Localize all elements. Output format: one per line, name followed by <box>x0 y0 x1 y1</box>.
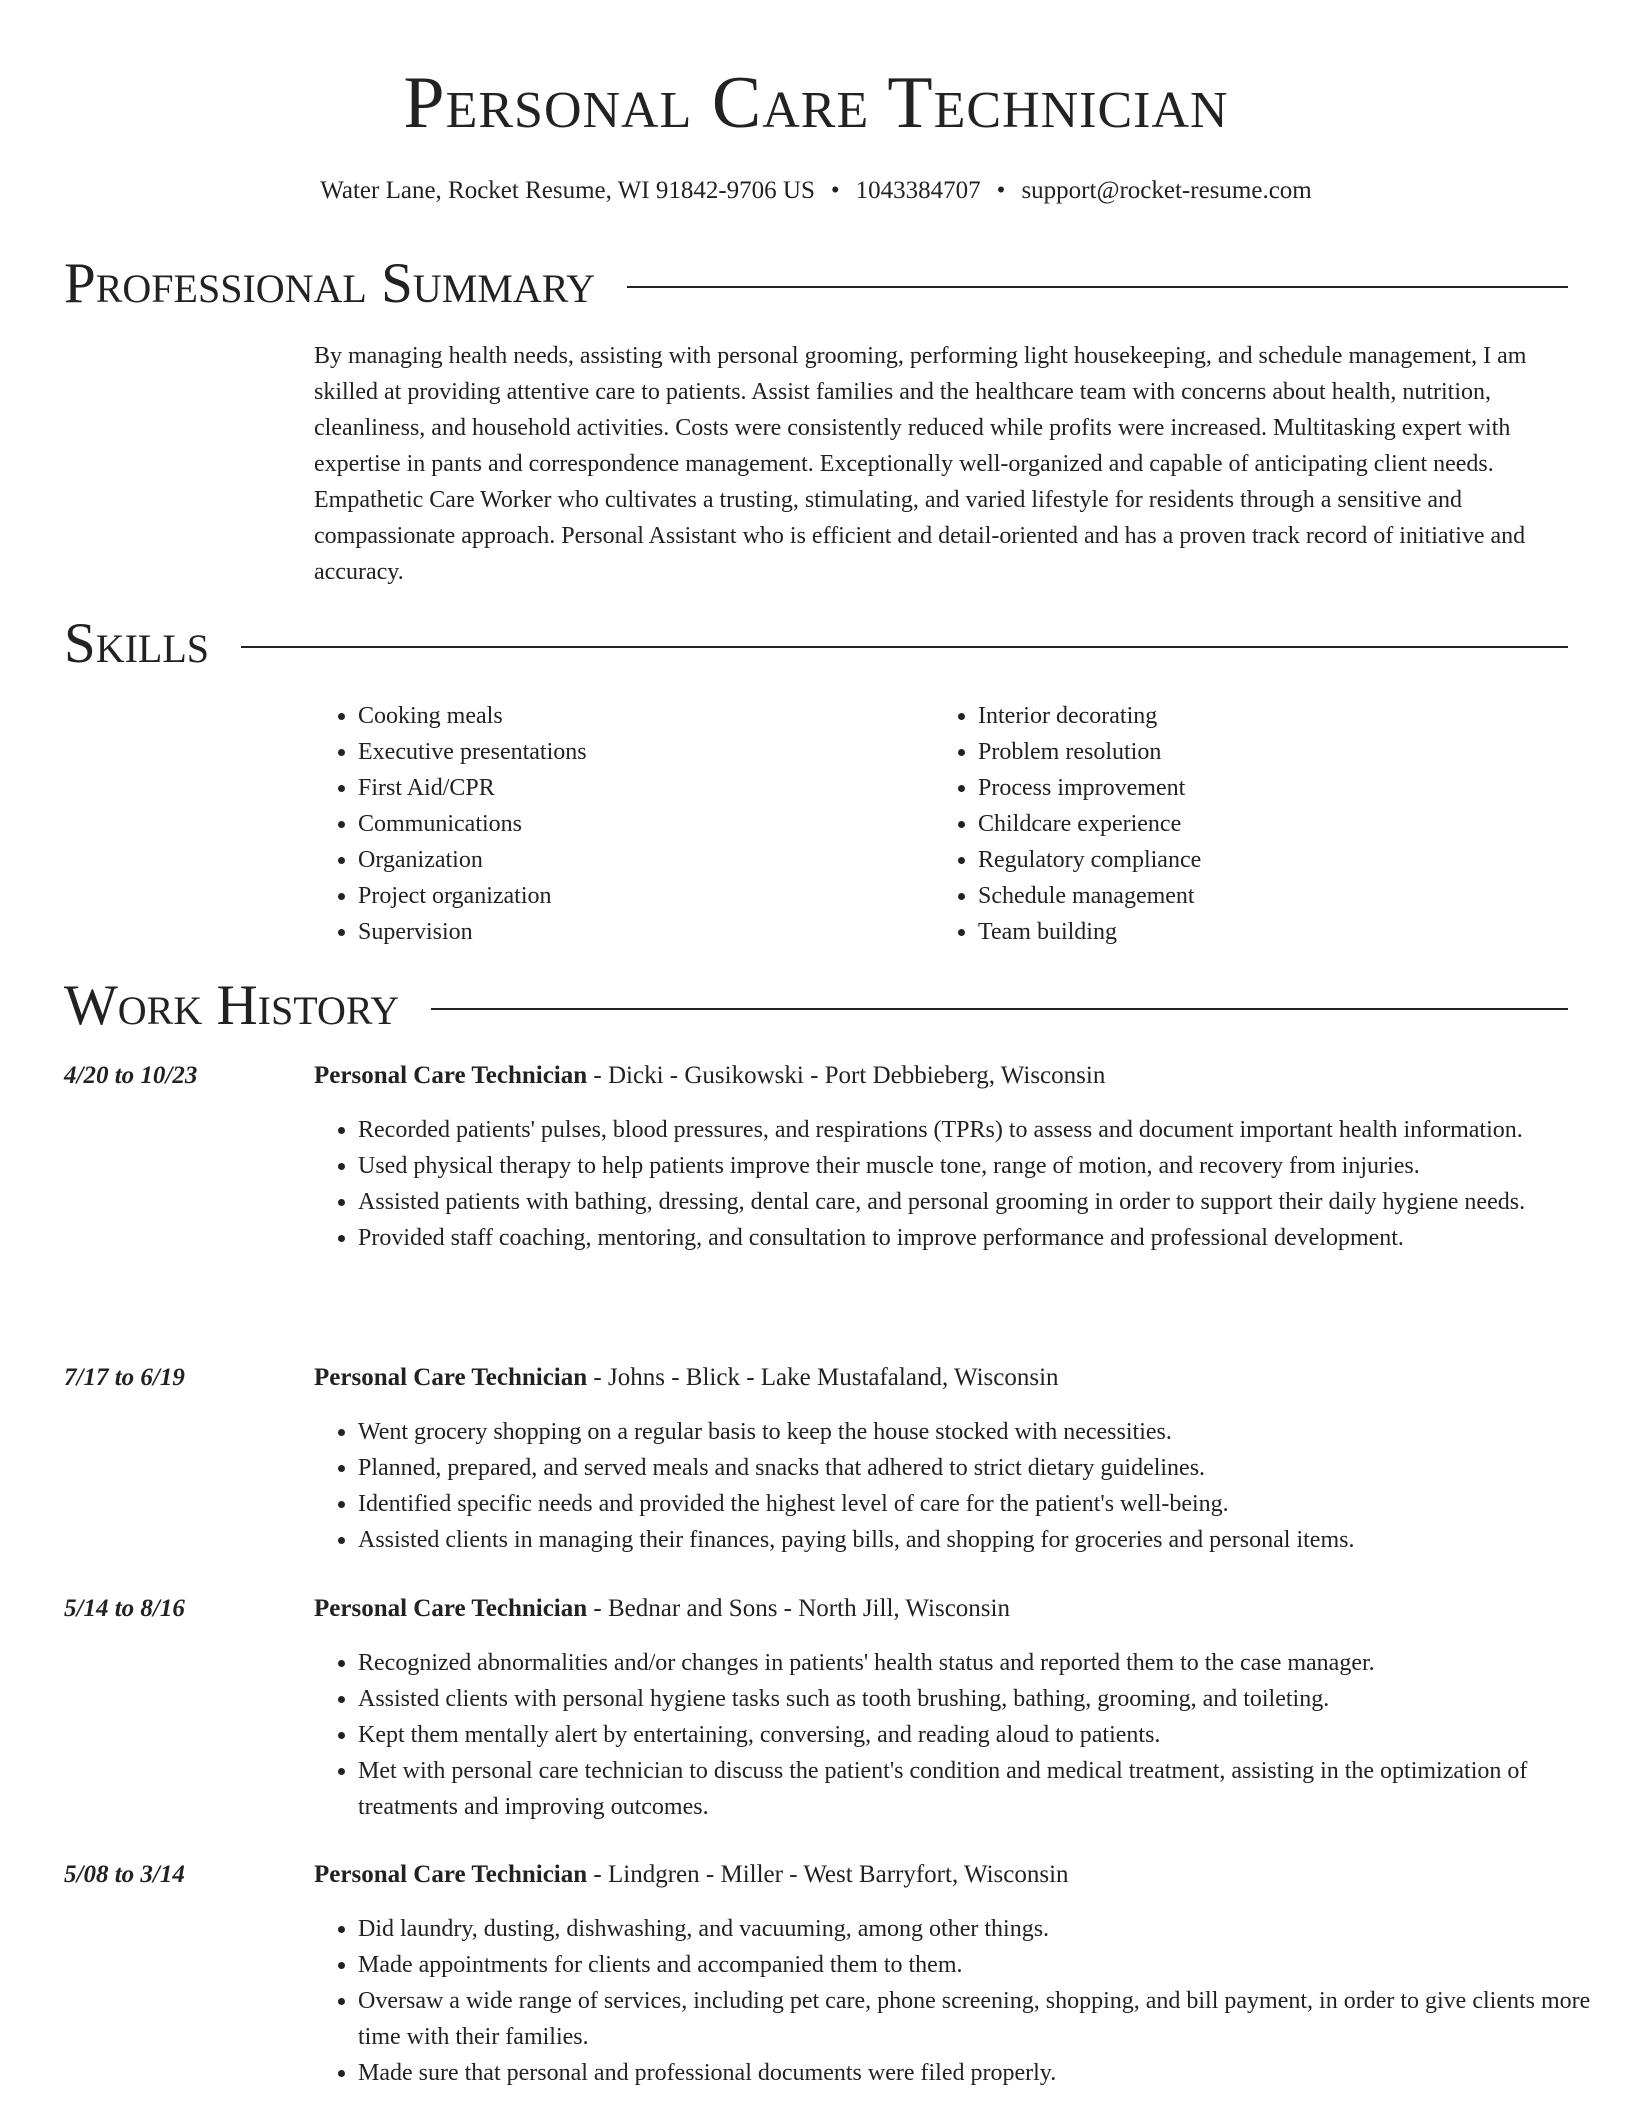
job-employer: - Dicki - Gusikowski - Port Debbieberg, Wisconsin <box>587 1062 1106 1089</box>
contact-separator: • <box>830 177 840 204</box>
contact-email: support@rocket-resume.com <box>1021 177 1312 204</box>
skill-item: • Schedule management <box>978 878 1554 914</box>
work-section-header <box>64 974 1568 1038</box>
resume-name: Personal Care Technician <box>403 62 1229 144</box>
job-employer: - Johns - Blick - Lake Mustafaland, Wisconsin <box>587 1364 1059 1391</box>
job-dates: 4/20 to 10/23 <box>64 1062 198 1089</box>
job-bullet: • Made sure that personal and professional documents were filed properly. <box>358 2055 1598 2091</box>
job-title: Personal Care Technician <box>314 1595 588 1622</box>
job-dates: 5/14 to 8/16 <box>64 1595 185 1622</box>
job-title: Personal Care Technician <box>314 1364 588 1391</box>
job-bullet-list <box>314 1911 1598 2091</box>
job-bullet: • Used physical therapy to help patients improve their muscle tone, range of motion, and recovery from injuries. <box>358 1148 1598 1184</box>
job-dates: 5/08 to 3/14 <box>64 1861 185 1888</box>
skills-column-right <box>934 698 1554 950</box>
job-bullet: • Recognized abnormalities and/or changes in patients' health status and reported them to the case manager. <box>358 1645 1598 1681</box>
skill-item: • Organization <box>358 842 934 878</box>
job-title: Personal Care Technician <box>314 1062 588 1089</box>
summary-section-header <box>64 252 1568 316</box>
skill-item: • First Aid/CPR <box>358 770 934 806</box>
job-heading <box>314 1857 1564 1893</box>
job-bullet: • Went grocery shopping on a regular basis to keep the house stocked with necessities. <box>358 1414 1598 1450</box>
skill-item: • Childcare experience <box>978 806 1554 842</box>
job-title: Personal Care Technician <box>314 1861 588 1888</box>
skill-item: • Interior decorating <box>978 698 1554 734</box>
section-divider <box>241 646 1568 648</box>
skill-item: • Executive presentations <box>358 734 934 770</box>
skill-item: • Communications <box>358 806 934 842</box>
job-bullet: • Did laundry, dusting, dishwashing, and vacuuming, among other things. <box>358 1911 1598 1947</box>
skill-item: • Regulatory compliance <box>978 842 1554 878</box>
job-bullet: • Made appointments for clients and accompanied them to them. <box>358 1947 1598 1983</box>
job-bullet: • Met with personal care technician to discuss the patient's condition and medical treatment, assisting in the optimization of treatments and improving outcomes. <box>358 1753 1598 1825</box>
contact-line <box>0 174 1632 208</box>
section-divider <box>627 286 1568 288</box>
skill-item: • Process improvement <box>978 770 1554 806</box>
work-heading: Work History <box>64 974 400 1037</box>
job-bullet: • Recorded patients' pulses, blood pressures, and respirations (TPRs) to assess and document important health information. <box>358 1112 1598 1148</box>
job-bullet: • Oversaw a wide range of services, including pet care, phone screening, shopping, and bill payment, in order to give clients more time with their families. <box>358 1983 1598 2055</box>
job-bullet-list <box>314 1645 1598 1825</box>
job-employer: - Bednar and Sons - North Jill, Wisconsin <box>587 1595 1010 1622</box>
skills-list <box>314 698 1554 950</box>
job-bullet: • Assisted clients with personal hygiene tasks such as tooth brushing, bathing, grooming, and toileting. <box>358 1681 1598 1717</box>
skill-item: • Project organization <box>358 878 934 914</box>
contact-phone: 1043384707 <box>855 177 981 204</box>
job-bullet-list <box>314 1112 1598 1256</box>
job-heading <box>314 1591 1564 1627</box>
job-bullet: • Kept them mentally alert by entertaining, conversing, and reading aloud to patients. <box>358 1717 1598 1753</box>
job-bullet: • Assisted patients with bathing, dressing, dental care, and personal grooming in order to support their daily hygiene needs. <box>358 1184 1598 1220</box>
summary-text: By managing health needs, assisting with personal grooming, performing light housekeeping, and schedule management, I am skilled at providing attentive care to patients. Assist families and the healthcare team with concerns about health, nutrition, cleanliness, and household activities. Costs were consistently reduced while profits were increased. Multitasking expert with expertise in pants and correspondence management. Exceptionally well-organized and capable of anticipating client needs. Empathetic Care Worker who cultivates a trusting, stimulating, and varied lifestyle for residents through a sensitive and compassionate approach. Personal Assistant who is efficient and detail-oriented and has a proven track record of initiative and accuracy. <box>314 343 1527 585</box>
skill-item: • Problem resolution <box>978 734 1554 770</box>
job-heading <box>314 1058 1564 1094</box>
skills-heading: Skills <box>64 612 210 675</box>
summary-heading: Professional Summary <box>64 252 596 315</box>
job-bullet-list <box>314 1414 1598 1558</box>
skills-column-left <box>314 698 934 950</box>
job-bullet: • Identified specific needs and provided the highest level of care for the patient's well-being. <box>358 1486 1598 1522</box>
skills-section-header <box>64 612 1568 676</box>
job-bullet: • Assisted clients in managing their finances, paying bills, and shopping for groceries and personal items. <box>358 1522 1598 1558</box>
contact-address: Water Lane, Rocket Resume, WI 91842-9706 US <box>320 177 815 204</box>
skill-item: • Team building <box>978 914 1554 950</box>
skill-item: • Supervision <box>358 914 934 950</box>
job-bullet: • Planned, prepared, and served meals and snacks that adhered to strict dietary guidelines. <box>358 1450 1598 1486</box>
job-heading <box>314 1360 1564 1396</box>
job-employer: - Lindgren - Miller - West Barryfort, Wisconsin <box>587 1861 1069 1888</box>
contact-separator: • <box>996 177 1006 204</box>
job-dates: 7/17 to 6/19 <box>64 1364 185 1391</box>
job-bullet: • Provided staff coaching, mentoring, and consultation to improve performance and professional development. <box>358 1220 1598 1256</box>
section-divider <box>431 1008 1568 1010</box>
skill-item: • Cooking meals <box>358 698 934 734</box>
